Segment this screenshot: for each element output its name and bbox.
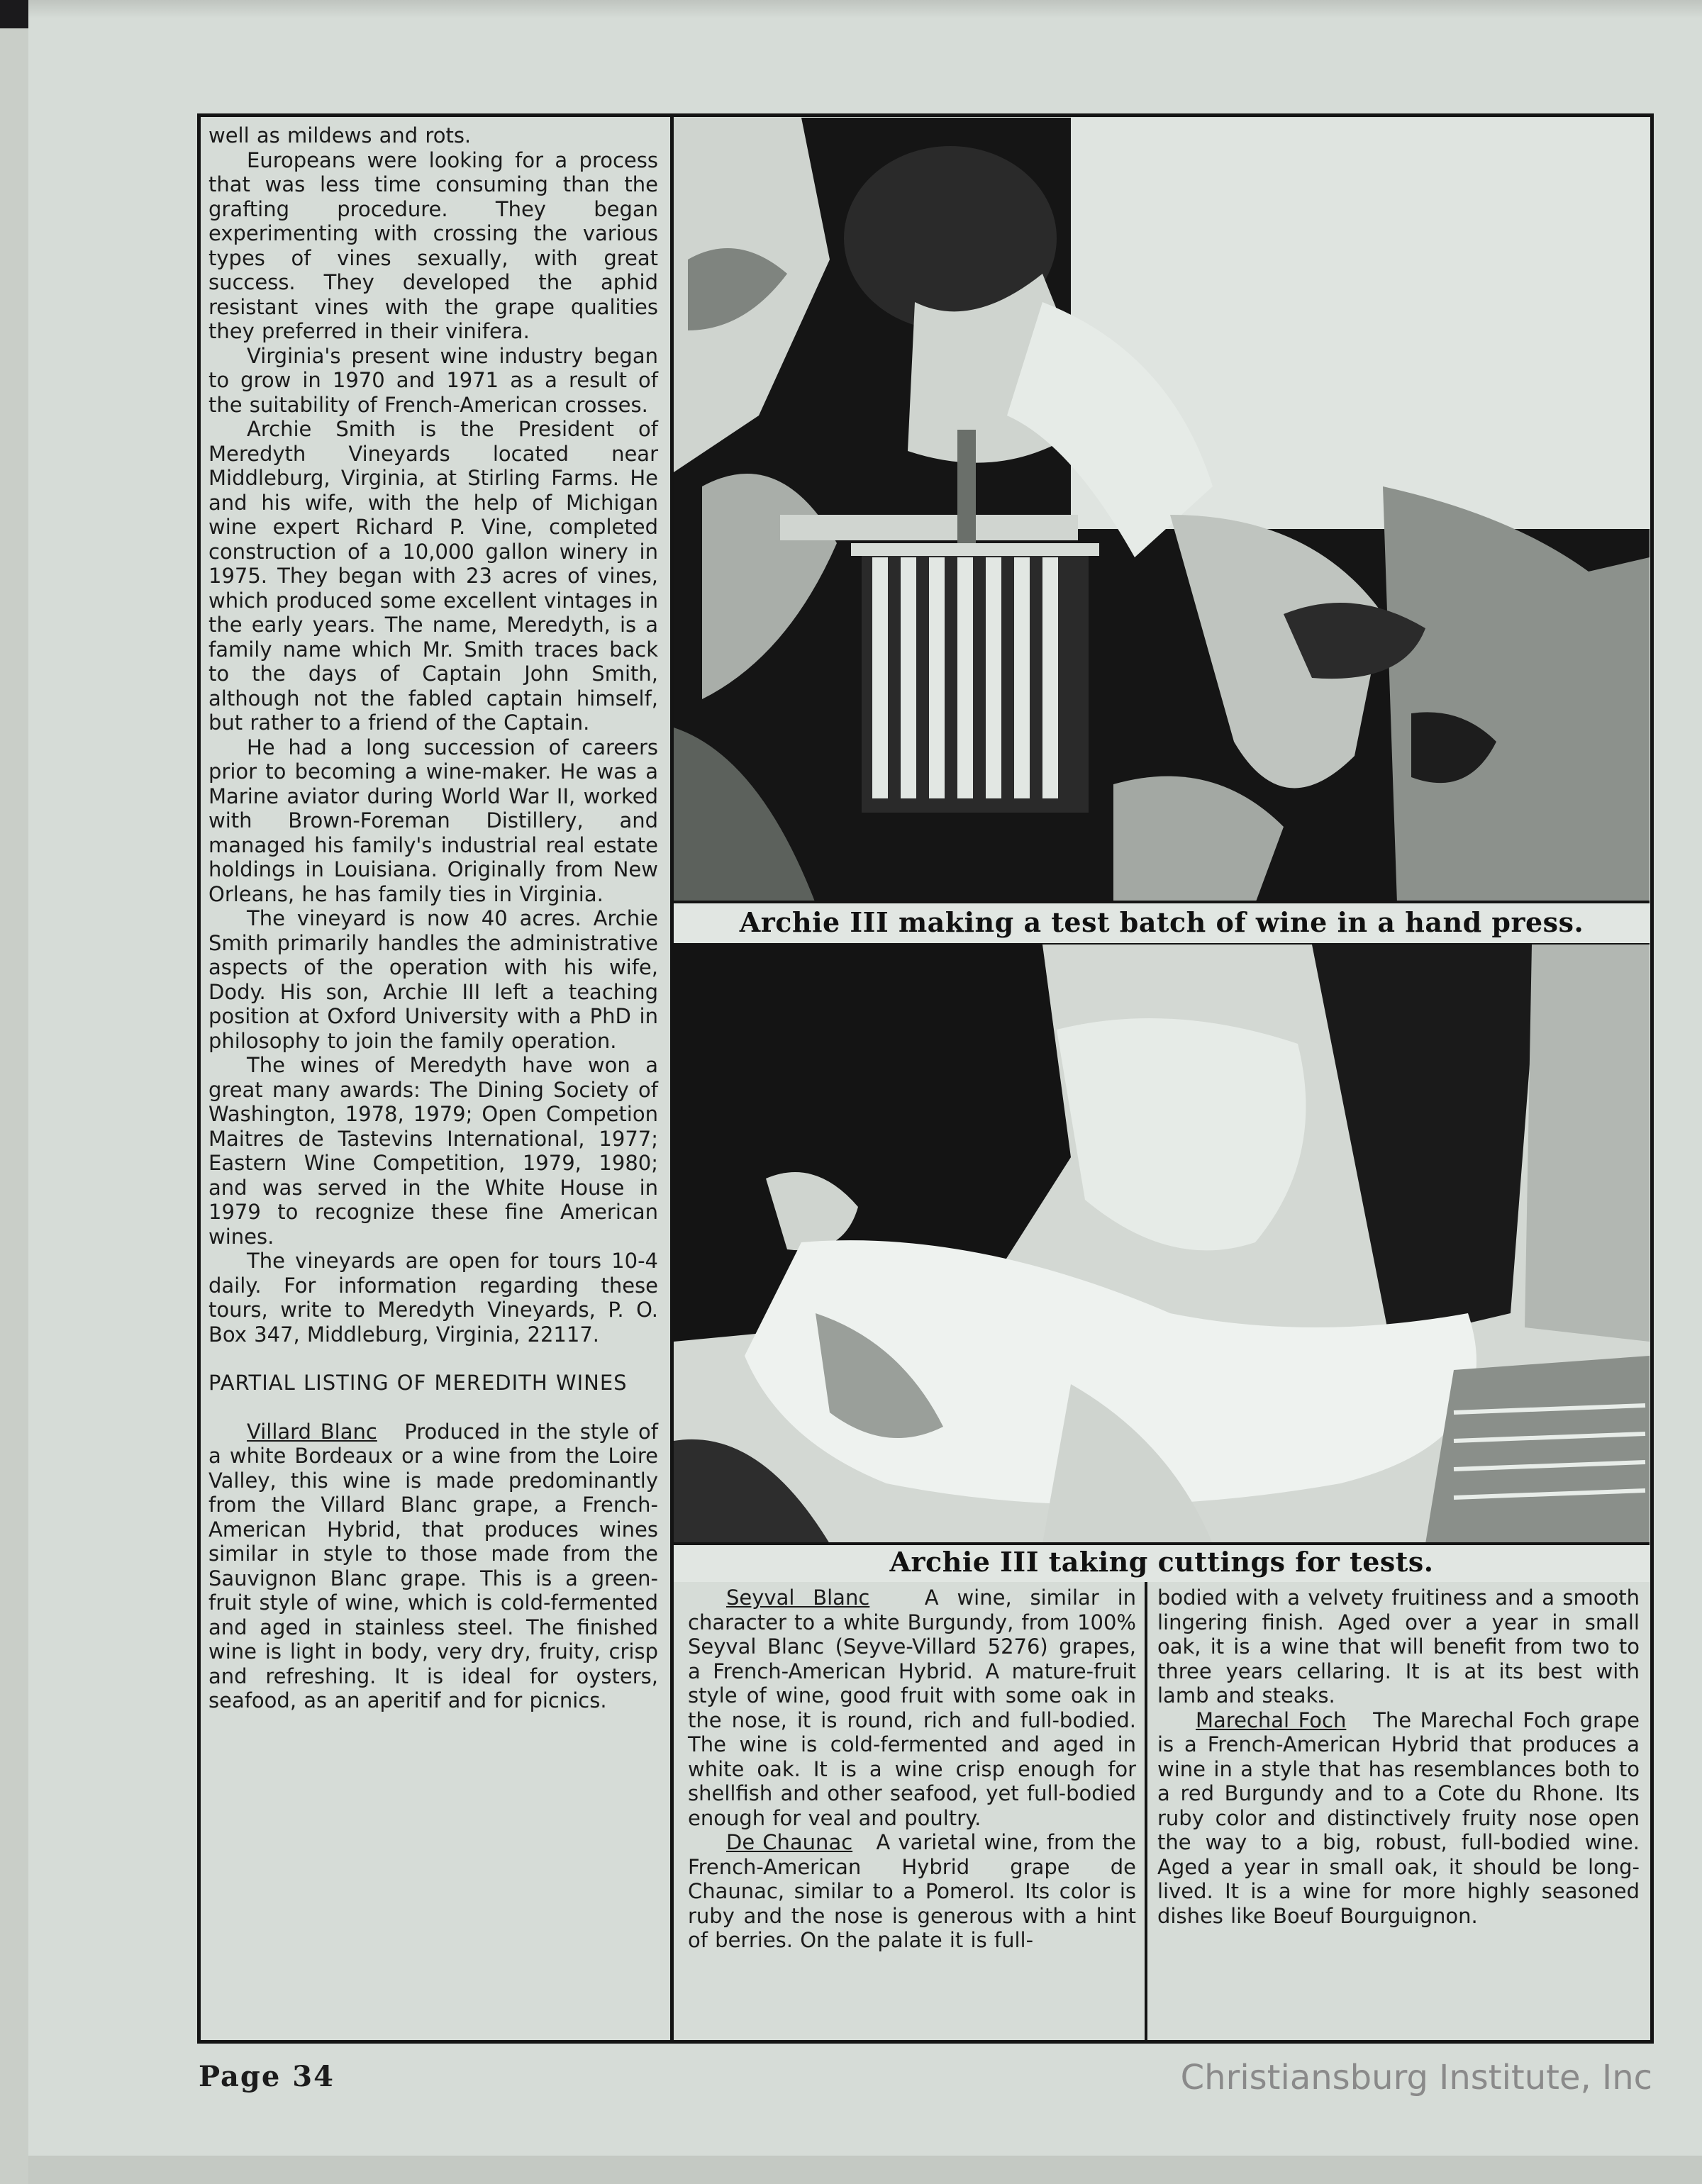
wine-description: The Marechal Foch grape is a French-American Hybrid that produces a wine in a style that has resemblances both to a red Burgundy and to a Cote du Rhone. Its ruby color and distinctively fruity nose open the way to a big, robust, full-bodied wine. Aged a year in small oak, it should be long-lived. It is a wine for more highly seasoned dishes like Boeuf Bourguignon. [1157, 1707, 1640, 1928]
left-column [208, 123, 658, 1713]
wine-description: Produced in the style of a white Bordeaux or a wine from the Loire Valley, this wine is made predominantly from the Villard Blanc grape, a French-American Hybrid, that produces wines similar in style to those made from the Sauvignon Blanc grape. This is a green-fruit style of wine, which is cold-fermented and aged in stainless steel. The finished wine is light in body, very dry, fruity, crisp and refreshing. It is ideal for oysters, seafood, as an aperitif and for picnics. [208, 1419, 659, 1712]
photo-cuttings [674, 945, 1650, 1544]
page-number: Page 34 [199, 2060, 335, 2093]
right-column [1157, 1586, 1640, 1928]
wine-name: Villard Blanc [247, 1419, 377, 1444]
wine-entry-de-chaunac [688, 1830, 1136, 1953]
magazine-page [28, 0, 1702, 2184]
photo-hand-press [674, 118, 1650, 903]
wine-name: De Chaunac [726, 1830, 853, 1854]
photo-caption: Archie III taking cuttings for tests. [674, 1542, 1650, 1582]
wine-entry-seyval-blanc [688, 1586, 1136, 1830]
paragraph: well as mildews and rots. [208, 123, 472, 147]
paragraph: The vineyards are open for tours 10-4 daily. For information regarding these tours, write to Meredyth Vineyards, P. O. Box 347, Middleburg, Virginia, 22117. [208, 1249, 658, 1347]
wine-description: A wine, similar in character to a white Burgundy, from 100% Seyval Blanc (Seyve-Villard 5276) grapes, a French-American Hybrid. A mature-fruit style of wine, good fruit with some oak in the nose, it is round, rich and full-bodied. The wine is cold-fermented and aged in white oak. It is a wine crisp enough for shellfish and other seafood, yet full-bodied enough for veal and poultry. [688, 1586, 1137, 1830]
photo-illustration [674, 945, 1650, 1544]
watermark: Christiansburg Institute, Inc [1180, 2058, 1652, 2097]
page-bottom-edge [28, 2156, 1702, 2184]
paragraph: Europeans were looking for a process that was less time consuming than the grafting procedure. They began experimenting with crossing the various types of vines sexually, with great success. They developed the aphid resistant vines with the grape qualities they preferred in their vinifera. [208, 147, 658, 343]
paragraph: Archie Smith is the President of Meredyth Vineyards located near Middleburg, Virginia, at Stirling Farms. He and his wife, with the help of Michigan wine expert Richard P. Vine, completed construction of a 10,000 gallon winery in 1975. They began with 23 acres of vines, which produced some excellent vintages in the early years. The name, Meredyth, is a family name which Mr. Smith traces back to the days of Captain John Smith, although not the fabled captain himself, but rather to a friend of the Captain. [208, 417, 658, 735]
paragraph: He had a long succession of careers prior to becoming a wine-maker. He was a Marine aviator during World War II, worked with Brown-Foreman Distillery, and managed his family's industrial real estate holdings in Louisiana. Originally from New Orleans, he has family ties in Virginia. [208, 735, 658, 906]
wine-name: Seyval Blanc [726, 1586, 870, 1610]
column-divider [1145, 1580, 1147, 2041]
wine-name: Marechal Foch [1196, 1707, 1347, 1732]
photo-caption: Archie III making a test batch of wine in a hand press. [674, 901, 1650, 946]
wine-list-heading: PARTIAL LISTING OF MEREDITH WINES [208, 1371, 628, 1395]
wine-entry-villard-blanc [208, 1420, 658, 1713]
paragraph: Virginia's present wine industry began to grow in 1970 and 1971 as a result of the suitability of French-American crosses. [208, 343, 658, 417]
photo-illustration [674, 118, 1650, 903]
paragraph: bodied with a velvety fruitiness and a smooth lingering finish. Aged over a year in small oak, it is a wine that will benefit from two to three years cellaring. It is at its best with lamb and steaks. [1157, 1586, 1640, 1707]
paragraph: The wines of Meredyth have won a great many awards: The Dining Society of Washington, 1978, 1979; Open Competion Maitres de Tastevins International, 1977; Eastern Wine Competition, 1979, 1980; and was served in the White House in 1979 to recognize these fine American wines. [208, 1053, 658, 1249]
wine-entry-marechal-foch [1157, 1708, 1640, 1929]
middle-column [688, 1586, 1136, 1953]
page-shadow [28, 0, 1702, 18]
wine-description: A varietal wine, from the French-American Hybrid grape de Chaunac, similar to a Pomerol. Its color is ruby and the nose is generous with a hint of berries. On the palate it is full- [688, 1830, 1136, 1952]
paragraph: The vineyard is now 40 acres. Archie Smith primarily handles the administrative aspects of the operation with his wife, Dody. His son, Archie III left a teaching position at Oxford University with a PhD in philosophy to join the family operation. [208, 906, 658, 1053]
